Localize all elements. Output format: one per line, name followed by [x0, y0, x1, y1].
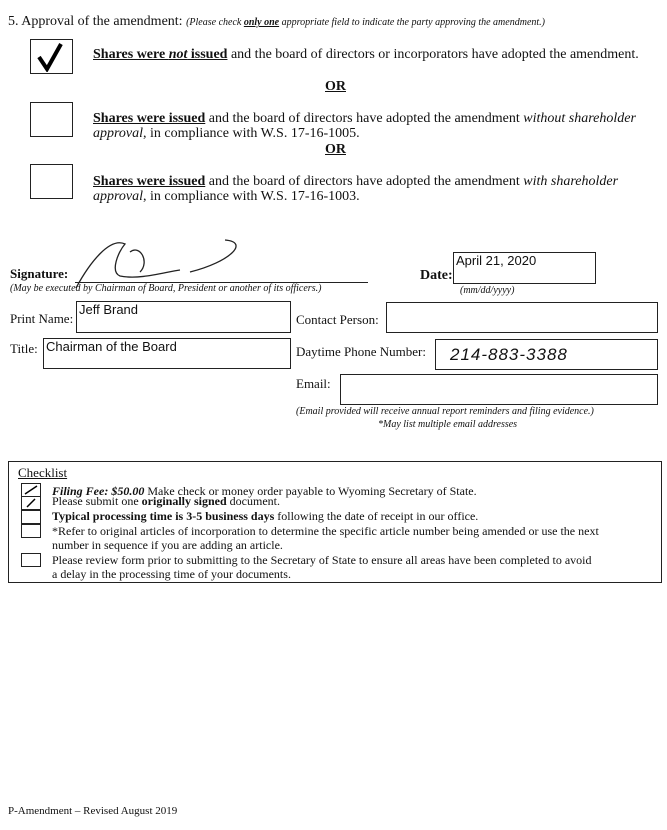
title-value: Chairman of the Board: [46, 339, 177, 354]
t: , in compliance with W.S. 17-16-1005.: [143, 126, 360, 141]
t: approval: [93, 189, 144, 204]
date-label: Date:: [420, 268, 453, 283]
signature-label: Signature:: [10, 266, 69, 281]
checklist-box: [8, 461, 662, 583]
print-name-field[interactable]: [76, 301, 291, 333]
contact-person-field[interactable]: [386, 302, 658, 333]
email-label: Email:: [296, 376, 331, 391]
heading-text: 5. Approval of the amendment:: [8, 14, 183, 29]
checklist-processing: [52, 510, 478, 523]
checklist-processing-checkbox[interactable]: [21, 510, 41, 524]
option-issued-with-approval-checkbox[interactable]: [30, 164, 73, 199]
checkmark-icon: [31, 40, 71, 72]
checklist-title: Checklist: [18, 465, 68, 480]
check-icon: [22, 484, 40, 496]
checklist-refer-2: number in sequence if you are adding an article.: [52, 538, 283, 552]
checklist-review-2: a delay in the processing time of your documents.: [52, 567, 291, 581]
t: and the board of directors have adopted the amendment: [205, 174, 524, 189]
instr-pre: (Please check: [186, 17, 244, 28]
checklist-signed-checkbox[interactable]: [21, 496, 41, 510]
t: issued: [187, 47, 228, 62]
t: document.: [226, 494, 280, 508]
check-icon: [22, 497, 40, 509]
t: Please submit one: [52, 494, 142, 508]
option-not-issued-checkbox[interactable]: [30, 39, 73, 74]
t: with shareholder: [523, 174, 619, 189]
phone-label: Daytime Phone Number:: [296, 344, 426, 359]
checklist-fee-checkbox[interactable]: [21, 483, 41, 497]
signature-note: (May be executed by Chairman of Board, President or another of its officers.): [10, 283, 322, 294]
title-field[interactable]: [43, 338, 291, 369]
t: without shareholder: [523, 111, 636, 126]
t: Filing Fee: $50.00: [52, 484, 145, 498]
email-note: (Email provided will receive annual report reminders and filing evidence.): [296, 406, 594, 417]
date-field[interactable]: [453, 252, 596, 284]
option-with-approval-text: [93, 174, 618, 204]
checklist-refer-checkbox[interactable]: [21, 524, 41, 538]
t: Shares were issued: [93, 111, 206, 126]
phone-field[interactable]: [435, 339, 658, 370]
t: Typical processing time is 3-5 business days: [52, 509, 275, 523]
title-label: Title:: [10, 341, 38, 356]
section-heading: [8, 14, 545, 30]
t: originally signed: [141, 494, 227, 508]
email-field[interactable]: [340, 374, 658, 405]
t: Make check or money order payable to Wyoming Secretary of State.: [144, 484, 477, 498]
checklist-submit: [52, 495, 280, 508]
email-note-multiple: *May list multiple email addresses: [378, 419, 518, 430]
t: Shares were: [93, 47, 169, 62]
checklist-refer: *Refer to original articles of incorporation to determine the specific article number being amended or use the next: [52, 524, 599, 538]
t: , in compliance with W.S. 17-16-1003.: [143, 189, 360, 204]
t: Shares were issued: [93, 174, 206, 189]
date-value: April 21, 2020: [456, 253, 537, 268]
print-name-value: Jeff Brand: [79, 302, 139, 317]
option-issued-without-approval-checkbox[interactable]: [30, 102, 73, 137]
t: and the board of directors or incorporators have adopted the amendment.: [227, 47, 639, 62]
footer-revision: P-Amendment – Revised August 2019: [8, 805, 178, 817]
t: and the board of directors have adopted the amendment: [205, 111, 524, 126]
print-name-label: Print Name:: [10, 311, 74, 326]
phone-value: 214-883-3388: [450, 345, 568, 364]
contact-person-label: Contact Person:: [296, 312, 379, 327]
or-label: OR: [325, 142, 346, 157]
t: approval: [93, 126, 144, 141]
checklist-review-checkbox[interactable]: [21, 553, 41, 567]
instr-post: appropriate field to indicate the party approving the amendment.): [279, 17, 545, 28]
date-format-hint: (mm/dd/yyyy): [460, 285, 515, 296]
instr-em: only one: [243, 17, 280, 28]
or-label: OR: [325, 79, 346, 94]
option-without-approval-text: [93, 111, 636, 141]
t: following the date of receipt in our office.: [274, 509, 479, 523]
t: not: [168, 47, 188, 62]
option-not-issued-text: [93, 47, 639, 63]
checklist-review: Please review form prior to submitting to the Secretary of State to ensure all areas have been completed to avoid: [52, 553, 592, 567]
instruction: [186, 17, 545, 28]
